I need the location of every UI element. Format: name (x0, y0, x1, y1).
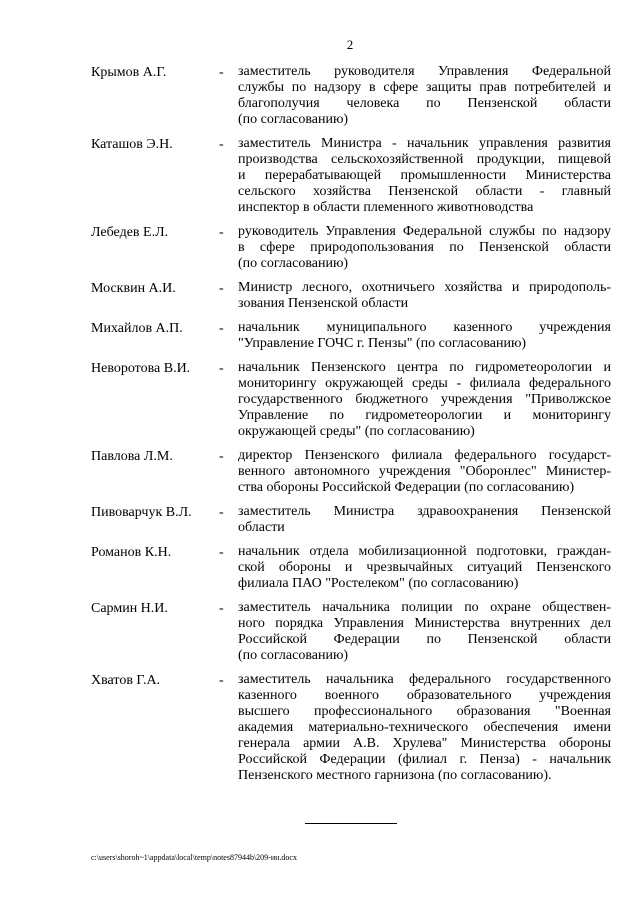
member-entry (91, 360, 611, 440)
position-line: генерала армии А.В. Хрулева" Министерства обороны (238, 736, 611, 751)
position-line: (по согласованию) (238, 648, 349, 663)
dash-separator: - (219, 673, 224, 688)
position-line: высшего профессионального образования "Военная (238, 704, 611, 719)
position-line: казенного военного образовательного учреждения (238, 688, 611, 703)
member-entry (91, 224, 611, 272)
position-line: зования Пензенской области (238, 296, 409, 311)
member-entry (91, 504, 611, 536)
position-line: заместитель начальника полиции по охране обществен- (238, 600, 611, 615)
position-line: начальник муниципального казенного учреждения (238, 320, 611, 335)
position-line: Российской Федерации (филиал г. Пенза) - начальник (238, 752, 611, 767)
position-line: окружающей среды" (по согласованию) (238, 424, 475, 439)
member-position (238, 136, 611, 216)
entry-spacer (91, 352, 611, 360)
position-line: Пензенского местного гарнизона (по согласованию). (238, 768, 552, 783)
position-line: Российской Федерации по Пензенской области (238, 632, 611, 647)
position-line: заместитель руководителя Управления Федеральной (238, 64, 611, 79)
dash-separator: - (219, 601, 224, 616)
dash-separator: - (219, 65, 224, 80)
member-name: Москвин А.И. (91, 281, 176, 296)
member-name: Романов К.Н. (91, 545, 172, 560)
position-line: Управление по гидрометеорологии и мониторингу (238, 408, 611, 423)
member-position (238, 224, 611, 272)
member-name: Лебедев Е.Л. (91, 225, 169, 240)
position-line: руководитель Управления Федеральной службы по надзору (238, 224, 611, 239)
position-line: академия материально-технического обеспечения имени (238, 720, 611, 735)
dash-separator: - (219, 505, 224, 520)
dash-separator: - (219, 361, 224, 376)
dash-separator: - (219, 137, 224, 152)
entry-spacer (91, 496, 611, 504)
member-position (238, 280, 611, 312)
dash-separator: - (219, 321, 224, 336)
entry-spacer (91, 536, 611, 544)
member-name: Неворотова В.И. (91, 361, 191, 376)
member-name: Михайлов А.П. (91, 321, 183, 336)
position-line: и перерабатывающей промышленности Министерства (238, 168, 611, 183)
member-position (238, 448, 611, 496)
member-entry (91, 320, 611, 352)
member-entry (91, 672, 611, 784)
member-position (238, 64, 611, 128)
member-entry (91, 64, 611, 128)
entry-spacer (91, 664, 611, 672)
entry-spacer (91, 312, 611, 320)
position-line: области (238, 520, 285, 535)
position-line: заместитель начальника федерального государственного (238, 672, 611, 687)
position-line: филиала ПАО "Ростелеком" (по согласованию) (238, 576, 519, 591)
member-position (238, 320, 611, 352)
position-line: мониторингу окружающей среды - филиала федерального (238, 376, 611, 391)
closing-rule (305, 823, 397, 824)
entry-spacer (91, 272, 611, 280)
position-line: производства сельскохозяйственной продукции, пищевой (238, 152, 611, 167)
position-line: ской обороны и чрезвычайных ситуаций Пензенского (238, 560, 611, 575)
position-line: ства обороны Российской Федерации (по согласованию) (238, 480, 575, 495)
position-line: Министр лесного, охотничьего хозяйства и природополь- (238, 280, 611, 295)
member-entry (91, 280, 611, 312)
member-name: Сармин Н.И. (91, 601, 168, 616)
position-line: заместитель Министра здравоохранения Пензенской (238, 504, 611, 519)
position-line: благополучия человека по Пензенской области (238, 96, 611, 111)
entry-spacer (91, 592, 611, 600)
member-position (238, 600, 611, 664)
position-line: заместитель Министра - начальник управления развития (238, 136, 611, 151)
entry-spacer (91, 216, 611, 224)
member-position (238, 360, 611, 440)
dash-separator: - (219, 545, 224, 560)
dash-separator: - (219, 225, 224, 240)
member-entry (91, 600, 611, 664)
position-line: (по согласованию) (238, 256, 349, 271)
member-position (238, 504, 611, 536)
position-line: государственного бюджетного учреждения "Приволжское (238, 392, 611, 407)
member-name: Каташов Э.Н. (91, 137, 173, 152)
position-line: в сфере природопользования по Пензенской области (238, 240, 611, 255)
member-name: Крымов А.Г. (91, 65, 167, 80)
position-line: начальник Пензенского центра по гидрометеорологии и (238, 360, 611, 375)
member-entry (91, 544, 611, 592)
position-line: начальник отдела мобилизационной подготовки, граждан- (238, 544, 611, 559)
position-line: венного автономного учреждения "Оборонлес" Министер- (238, 464, 611, 479)
member-entry (91, 448, 611, 496)
position-line: ного порядка Управления Министерства внутренних дел (238, 616, 611, 631)
position-line: сельского хозяйства Пензенской области - главный (238, 184, 611, 199)
committee-member-list (91, 64, 611, 784)
position-line: службы по надзору в сфере защиты прав потребителей и (238, 80, 611, 95)
member-name: Хватов Г.А. (91, 673, 161, 688)
dash-separator: - (219, 281, 224, 296)
entry-spacer (91, 440, 611, 448)
position-line: "Управление ГОЧС г. Пензы" (по согласованию) (238, 336, 527, 351)
position-line: инспектор в области племенного животноводства (238, 200, 534, 215)
entry-spacer (91, 128, 611, 136)
member-position (238, 672, 611, 784)
position-line: директор Пензенского филиала федерального государст- (238, 448, 611, 463)
position-line: (по согласованию) (238, 112, 349, 127)
page-number: 2 (346, 37, 354, 52)
member-entry (91, 136, 611, 216)
member-name: Пивоварчук В.Л. (91, 505, 192, 520)
member-position (238, 544, 611, 592)
member-name: Павлова Л.М. (91, 449, 173, 464)
file-path-footer: c:\users\shoroh~1\appdata\local\temp\notes87944b\209-ин.docx (91, 853, 297, 862)
dash-separator: - (219, 449, 224, 464)
